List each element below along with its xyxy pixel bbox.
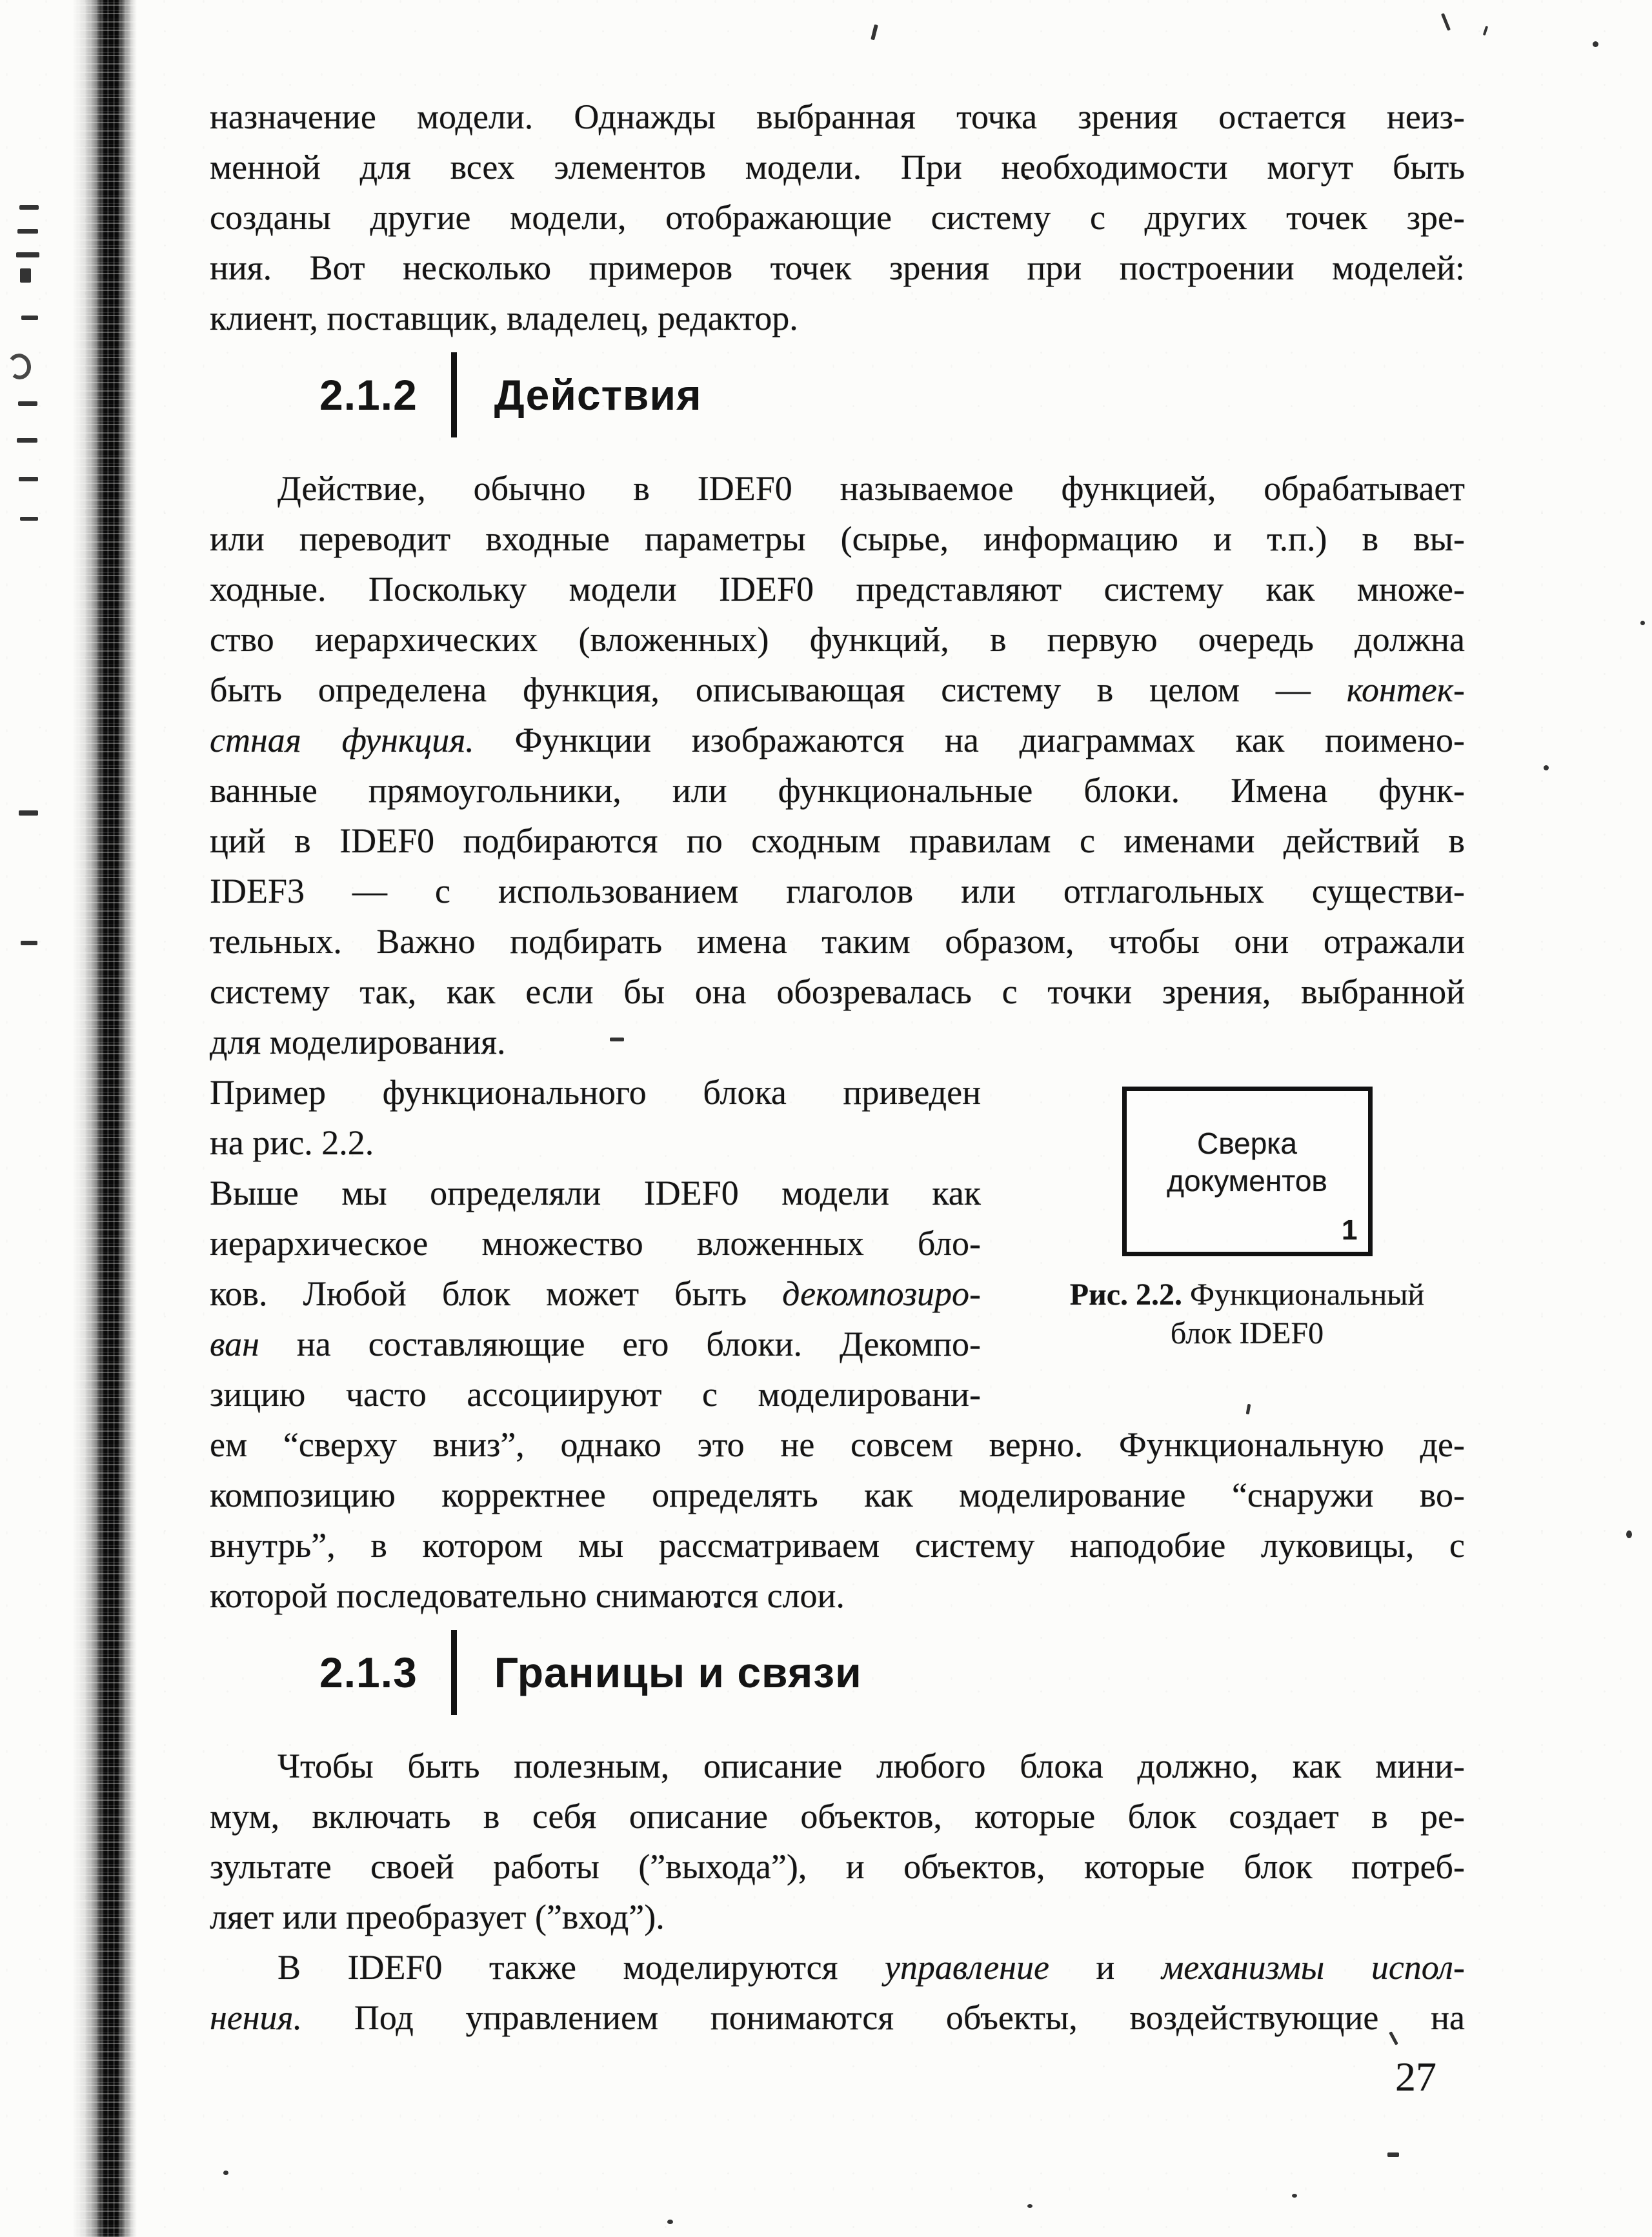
text-line — [210, 1419, 1465, 1470]
figure-box-label: документов — [1167, 1163, 1327, 1198]
figure-box-label: Сверка — [1196, 1126, 1298, 1160]
body-paragraph-control — [210, 1942, 1465, 2043]
caption-line — [1029, 1314, 1465, 1353]
text-run: ляет или преобразует (”вход”). — [210, 1898, 665, 1936]
text-run: иерархическое множество вложенных бло- — [210, 1224, 981, 1263]
text-run: клиент, поставщик, владелец, редактор. — [210, 299, 798, 337]
text-run: созданы другие модели, отображающие систему с других точек зре- — [210, 198, 1465, 237]
text-line — [210, 967, 1465, 1017]
figure-caption — [1029, 1276, 1465, 1353]
text-run: Чтобы быть полезным, описание любого блока должно, как мини- — [277, 1747, 1465, 1785]
text-run: стная функция. — [210, 721, 474, 759]
text-run: Рис. 2.2. — [1069, 1278, 1183, 1312]
text-line — [210, 1992, 1465, 2043]
text-run: ходные. Поскольку модели IDEF0 представляют систему как множе- — [210, 570, 1465, 608]
text-run: назначение модели. Однажды выбранная точка зрения остается неиз- — [210, 97, 1465, 136]
continued-paragraph — [210, 92, 1465, 343]
text-line — [210, 1369, 981, 1419]
text-run: Функциональный — [1182, 1278, 1425, 1312]
text-run: нения. — [210, 1998, 303, 2037]
text-line — [210, 916, 1465, 967]
binding-shadow — [72, 0, 137, 2237]
text-line — [210, 192, 1465, 243]
text-line — [210, 866, 1465, 916]
section-heading-212 — [319, 352, 1465, 437]
text-run: композицию корректнее определять как моделирование “снаружи во- — [210, 1476, 1465, 1514]
section-heading-213 — [319, 1630, 1465, 1715]
text-line — [210, 1319, 981, 1369]
text-line — [210, 1892, 1465, 1942]
text-run: механизмы испол- — [1161, 1948, 1465, 1987]
text-line — [210, 1017, 1465, 1067]
two-column-region — [210, 1067, 1465, 1419]
text-line — [210, 614, 1465, 665]
text-line — [210, 1067, 981, 1118]
text-run: зультате своей работы (”выхода”), и объектов, которые блок потреб- — [210, 1847, 1465, 1886]
section-divider-bar — [451, 352, 457, 437]
body-paragraph-actions — [210, 463, 1465, 1067]
section-divider-bar — [451, 1630, 457, 1715]
text-run: контек- — [1346, 670, 1465, 709]
text-line — [210, 1841, 1465, 1892]
text-line — [210, 92, 1465, 142]
text-run: Пример функционального блока приведен — [210, 1073, 981, 1112]
text-run: или переводит входные параметры (сырье, информацию и т.п.) в вы- — [210, 519, 1465, 558]
text-run: на составляющие его блоки. Декомпо- — [259, 1325, 981, 1363]
text-column — [210, 1067, 981, 1419]
text-run: мум, включать в себя описание объектов, которые блок создает в ре- — [210, 1797, 1465, 1836]
text-line — [210, 816, 1465, 866]
section-number: 2.1.3 — [319, 1649, 418, 1696]
section-number: 2.1.2 — [319, 371, 418, 419]
body-paragraph-boundaries — [210, 1741, 1465, 1942]
text-line — [210, 514, 1465, 564]
text-line — [210, 1520, 1465, 1570]
text-line — [210, 665, 1465, 715]
text-line — [210, 1791, 1465, 1841]
text-run: на рис. 2.2. — [210, 1123, 374, 1162]
text-line — [210, 1168, 981, 1218]
text-block — [210, 0, 1465, 2101]
text-run: ван — [210, 1325, 259, 1363]
text-line — [210, 564, 1465, 614]
figure-box — [1122, 1087, 1373, 1256]
text-run: IDEF3 — с использованием глаголов или отглагольных существи- — [210, 872, 1465, 910]
text-run: зицию часто ассоциируют с моделировани- — [210, 1375, 981, 1414]
text-run: которой последовательно снимаются слои. — [210, 1576, 845, 1615]
section-title: Границы и связи — [494, 1649, 862, 1696]
text-line — [210, 293, 1465, 343]
text-run: ков. Любой блок может быть — [210, 1274, 783, 1313]
text-line — [210, 1118, 981, 1168]
text-run: блок IDEF0 — [1170, 1316, 1324, 1350]
text-run: Действие, обычно в IDEF0 называемое функцией, обрабатывает — [277, 469, 1465, 508]
text-run: внутрь”, в котором мы рассматриваем систему наподобие луковицы, с — [210, 1526, 1465, 1565]
text-run: декомпозиро- — [782, 1274, 981, 1313]
text-line — [210, 1470, 1465, 1520]
text-run: В IDEF0 также моделируются — [277, 1948, 885, 1987]
text-run: ванные прямоугольники, или функциональные блоки. Имена функ- — [210, 771, 1465, 810]
text-run: Выше мы определяли IDEF0 модели как — [210, 1174, 981, 1212]
text-run: тельных. Важно подбирать имена таким образом, чтобы они отражали — [210, 922, 1465, 961]
caption-line — [1029, 1276, 1465, 1314]
text-line — [210, 142, 1465, 192]
text-line — [210, 1741, 1465, 1791]
text-run: менной для всех элементов модели. При необходимости могут быть — [210, 148, 1465, 186]
text-line — [210, 715, 1465, 765]
text-line — [210, 1570, 1465, 1621]
text-line — [210, 765, 1465, 816]
text-run: для моделирования. — [210, 1023, 506, 1061]
text-run: Под управлением понимаются объекты, воздействующие на — [302, 1998, 1465, 2037]
text-run: ем “сверху вниз”, однако это не совсем верно. Функциональную де- — [210, 1425, 1465, 1464]
section-title: Действия — [494, 371, 702, 419]
body-paragraph-decomposition — [210, 1419, 1465, 1621]
text-run: управление — [884, 1948, 1049, 1987]
text-line — [210, 1269, 981, 1319]
text-line — [210, 1218, 981, 1269]
text-run: ций в IDEF0 подбираются по сходным правилам с именами действий в — [210, 821, 1465, 860]
text-run: ния. Вот несколько примеров точек зрения при построении моделей: — [210, 248, 1465, 287]
text-run: ство иерархических (вложенных) функций, в первую очередь должна — [210, 620, 1465, 659]
text-run: и — [1049, 1948, 1162, 1987]
text-line — [210, 1942, 1465, 1992]
figure-column — [981, 1067, 1465, 1353]
text-run: Функции изображаются на диаграммах как поимено- — [474, 721, 1465, 759]
text-run: систему так, как если бы она обозревалась с точки зрения, выбранной — [210, 972, 1465, 1011]
figure-block-number: 1 — [1342, 1214, 1358, 1246]
text-run: быть определена функция, описывающая систему в целом — — [210, 670, 1347, 709]
text-line — [210, 243, 1465, 293]
page-number: 27 — [1395, 2054, 1436, 2100]
text-line — [210, 463, 1465, 514]
